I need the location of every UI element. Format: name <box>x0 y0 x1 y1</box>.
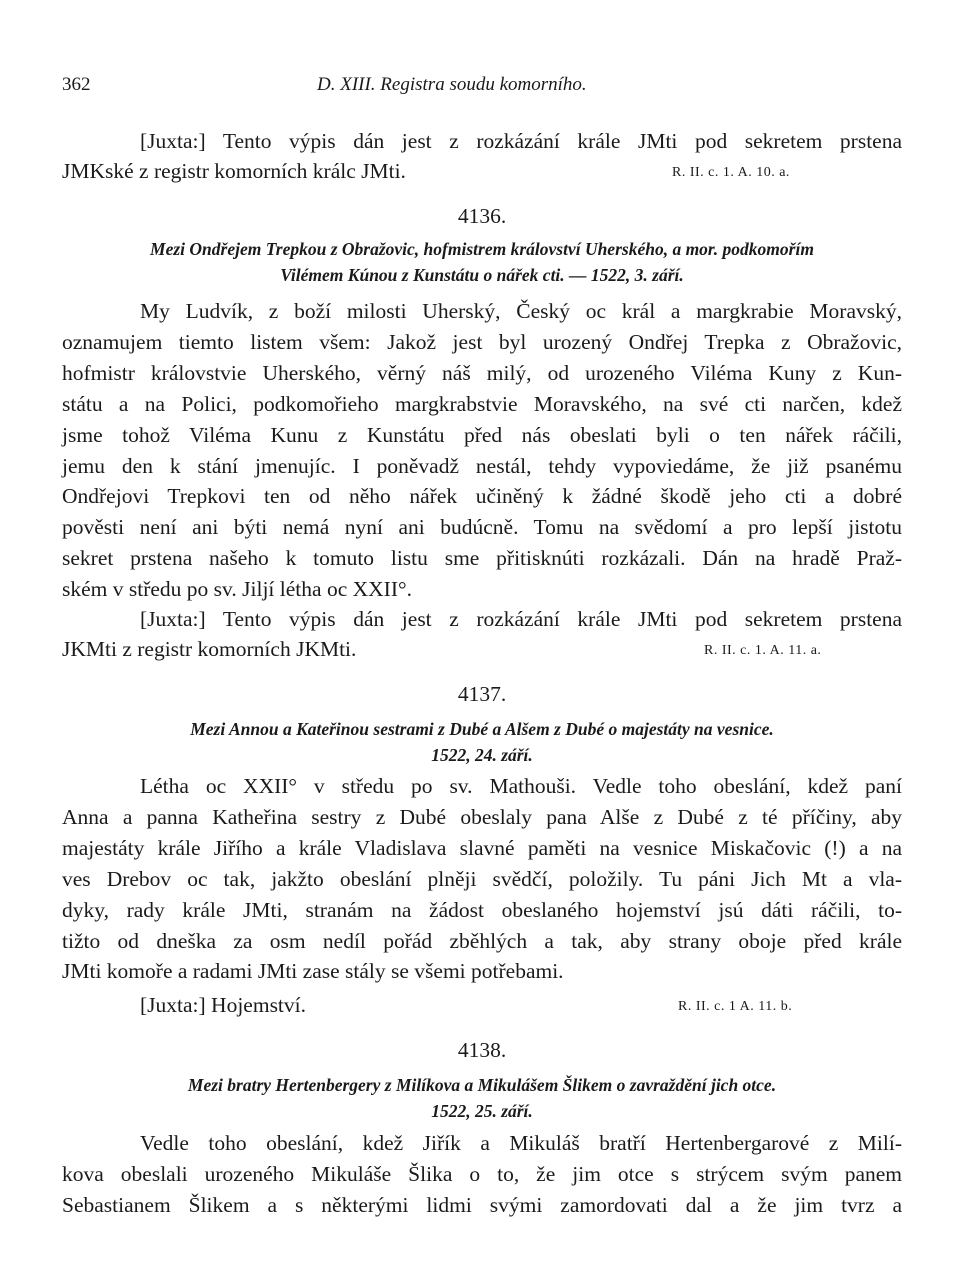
body-line: Vedle toho obeslání, kdež Jiřík a Mikuláš bratří Hertenbergarové z Milí- <box>140 1131 902 1155</box>
running-head <box>62 74 902 104</box>
body-line: ském v středu po sv. Jiljí létha oc XXII°. <box>62 577 412 601</box>
body-line: ves Drebov oc tak, jakžto obeslání plněji svědčí, položily. Tu páni Jich Mt a vla- <box>62 867 902 891</box>
body-line: tižto od dneška za osm nedíl pořád zběhlých a tak, aby strany oboje před krále <box>62 929 902 953</box>
archive-reference: R. II. c. 1 A. 11. b. <box>678 999 793 1014</box>
body-line: kova obeslali urozeného Mikuláše Šlika o to, že jim otce s strýcem svým panem <box>62 1162 902 1186</box>
body-line: My Ludvík, z boží milosti Uherský, Český oc král a margkrabie Moravský, <box>140 299 902 323</box>
body-line: oznamujem tiemto listem všem: Jakož jest byl urozený Ondřej Trepka z Obražovic, <box>62 330 902 354</box>
entry-number: 4136. <box>457 204 507 228</box>
body-line: Anna a panna Katheřina sestry z Dubé obeslaly pana Alše z Dubé z té příčiny, aby <box>62 805 902 829</box>
body-line: hofmistr královstvie Uherského, věrný náš milý, od urozeného Viléma Kuny z Kun- <box>62 361 902 385</box>
juxta-line: [Juxta:] Tento výpis dán jest z rozkázání krále JMti pod sekretem prstena <box>140 607 902 631</box>
juxta-line-text: [Juxta:] Hojemství. <box>140 993 307 1017</box>
intro-line <box>62 156 902 186</box>
body-line: JMti komoře a radami JMti zase stály se všemi potřebami. <box>62 959 564 983</box>
page-number: 362 <box>62 74 91 95</box>
body-line: majestáty krále Jiřího a krále Vladislava slavné paměti na vesnice Miskačovic (!) a na <box>62 836 902 860</box>
entry-summary: 1522, 25. září. <box>431 1101 533 1121</box>
juxta-line-text: JKMti z registr komorních JKMti. <box>62 637 357 661</box>
body-line: pověsti není ani býti nemá nyní ani budúcně. Tomu na svědomí a pro lepší jistotu <box>62 515 902 539</box>
body-line: Sebastianem Šlikem a s některými lidmi svými zamordovati dal a že jim tvrz a <box>62 1193 902 1217</box>
entry-number: 4137. <box>457 682 507 706</box>
archive-reference: R. II. c. 1. A. 11. a. <box>704 643 822 658</box>
body-line: sekret prstena našeho k tomuto listu sme přitisknúti rozkázali. Dán na hradě Praž- <box>62 546 902 570</box>
body-line: státu a na Polici, podkomořieho margkrabstvie Moravského, na své cti narčen, kdež <box>62 392 902 416</box>
intro-line-text: JMKské z registr komorních králc JMti. <box>62 159 406 183</box>
juxta-line <box>62 634 902 664</box>
body-line: jemu den k stání jmenujíc. I poněvadž nestál, tehdy vypoviedáme, že již psanému <box>62 454 902 478</box>
juxta-line <box>140 990 902 1020</box>
archive-reference: R. II. c. 1. A. 10. a. <box>672 165 790 180</box>
entry-summary: Mezi Annou a Kateřinou sestrami z Dubé a Alšem z Dubé o majestáty na vesnice. <box>190 719 774 739</box>
intro-line: [Juxta:] Tento výpis dán jest z rozkázání krále JMti pod sekretem prstena <box>140 129 902 153</box>
entry-summary: Mezi bratry Hertenbergery z Milíkova a Mikulášem Šlikem o zavraždění jich otce. <box>187 1075 777 1095</box>
body-line: jsme tohož Viléma Kunu z Kunstátu před nás obeslati byli o ten nářek ráčili, <box>62 423 902 447</box>
entry-summary: Mezi Ondřejem Trepkou z Obražovic, hofmistrem království Uherského, a mor. podkomořím <box>150 239 814 259</box>
body-line: Ondřejovi Trepkovi ten od něho nářek učiněný k žádné škodě jeho cti a dobré <box>62 484 902 508</box>
running-title: D. XIII. Registra soudu komorního. <box>317 74 587 95</box>
entry-summary: 1522, 24. září. <box>431 745 533 765</box>
entry-summary: Vilémem Kúnou z Kunstátu o nářek cti. — 1522, 3. září. <box>280 265 684 285</box>
entry-number: 4138. <box>457 1038 507 1062</box>
body-line: dyky, rady krále JMti, stranám na žádost obeslaného hojemství jsú dáti ráčili, to- <box>62 898 902 922</box>
body-line: Létha oc XXII° v středu po sv. Mathouši. Vedle toho obeslání, kdež paní <box>140 774 902 798</box>
